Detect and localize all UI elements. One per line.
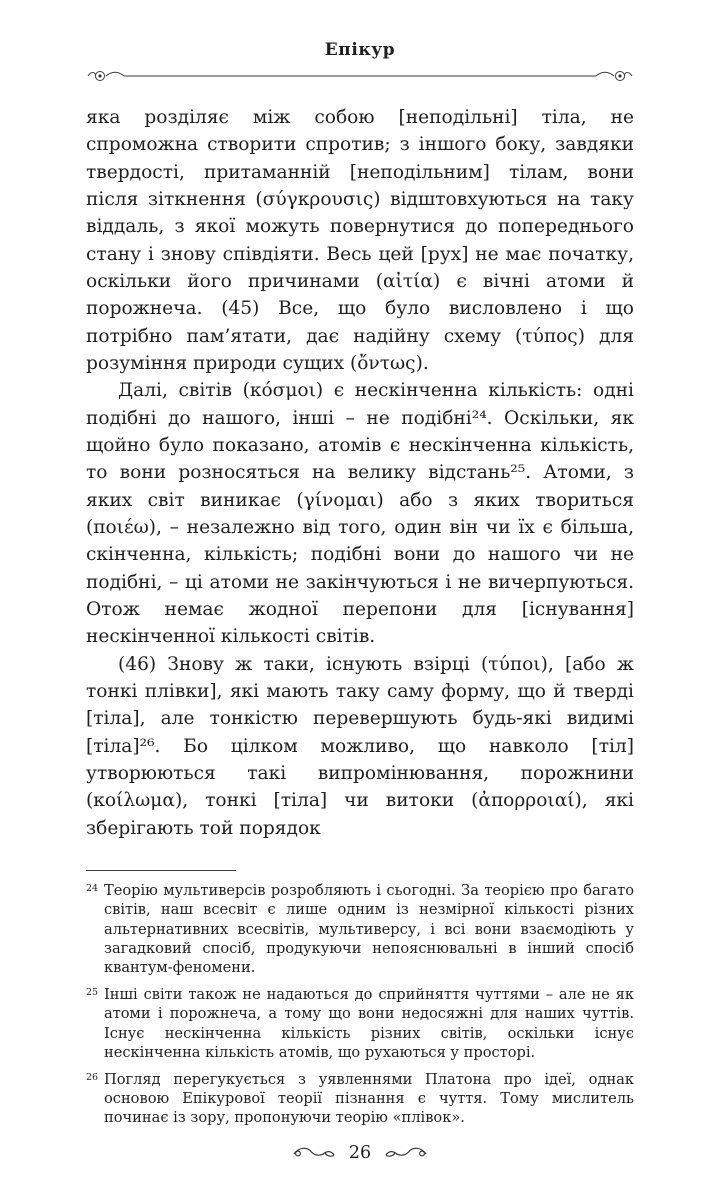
running-head-title: Епікур [324,40,396,60]
footnote-text: Теорію мультиверсів розробляють і сьогодні. За теорією про багато світів, наш всесвіт є лише одним із незмірної кількості різних альтернативних всесвітів, мультиверсу, і всі вони взаємодіють у загадковий спосіб, продукуючи непояснювальні в інший спосіб квантум-феномени. [104,881,634,977]
page-header [86,40,634,84]
footnote-text: Інші світи також не надаються до сприйняття чуттями – але не як атоми і порожнеча, а тому що вони недосяжні для наших чуттів. Існує нескінченна кількість різних світів, оскільки існує нескінченна кількість атомів, що рухаються у просторі. [104,985,634,1062]
body-text [86,104,634,842]
footnote-separator [86,870,236,871]
paragraph: яка розділяє між собою [неподільні] тіла, не спроможна створити спротив; з іншого боку, завдяки твердості, притаманній [неподільним] тілам, вони після зіткнення (σύγκρουσις) відштовхуються на таку віддаль, з якої можуть повернутися до попереднього стану і знову співдіяти. Весь цей [рух] не має початку, оскільки його причинами (αἰτία) є вічні атоми й порожнеча. (45) Все, що було висловлено і що потрібно пам’ятати, дає надійну схему (τύπος) для розуміння природи сущих (ὄντως). [86,107,634,374]
page-number: 26 [348,1142,372,1163]
footnote [86,881,634,978]
footnote-text: Погляд перегукується з уявленнями Платона про ідеї, однак основою Епікурової теорії пізнання є чуття. Тому мислитель починає із зору, пропонуючи теорію «плівок». [104,1070,634,1127]
footnote [86,985,634,1063]
footer-ornament-left-icon [291,1144,337,1162]
paragraph: Далі, світів (κόσμοι) є нескінченна кількість: одні подібні до нашого, інші – не подібні²⁴. Оскільки, як щойно було показано, атомів є нескінченна кількість, то вони розносяться на велику відстань²⁵. Атоми, з яких світ виникає (γίνομαι) або з яких твориться (ποιέω), – незалежно від того, один він чи їх є більша, скінченна, кількість; подібні вони до нашого чи не подібні, – ці атоми не закінчуються і не вичерпуються. Отож немає жодної перепони для [існування] нескінченної кількості світів. [86,380,634,648]
page-footer [86,1135,634,1191]
footnote-number: 26 [86,1071,99,1083]
footnote [86,1070,634,1128]
footer-ornament-right-icon [383,1144,429,1162]
header-divider-ornament-icon [86,68,634,84]
footnotes-block [86,881,634,1135]
footnote-number: 24 [86,882,99,894]
paragraph: (46) Знову ж таки, існують взірці (τύποι), [або ж тонкі плівки], які мають таку саму форму, що й тверді [тіла], але тонкістю перевершують будь-які видимі [тіла]²⁶. Бо цілком можливо, що навколо [тіл] утворюються такі випромінювання, порожнини (κοίλωμα), тонкі [тіла] чи витоки (ἀπορροιαί), які зберігають той порядок [86,653,634,839]
footnote-number: 25 [86,986,99,998]
